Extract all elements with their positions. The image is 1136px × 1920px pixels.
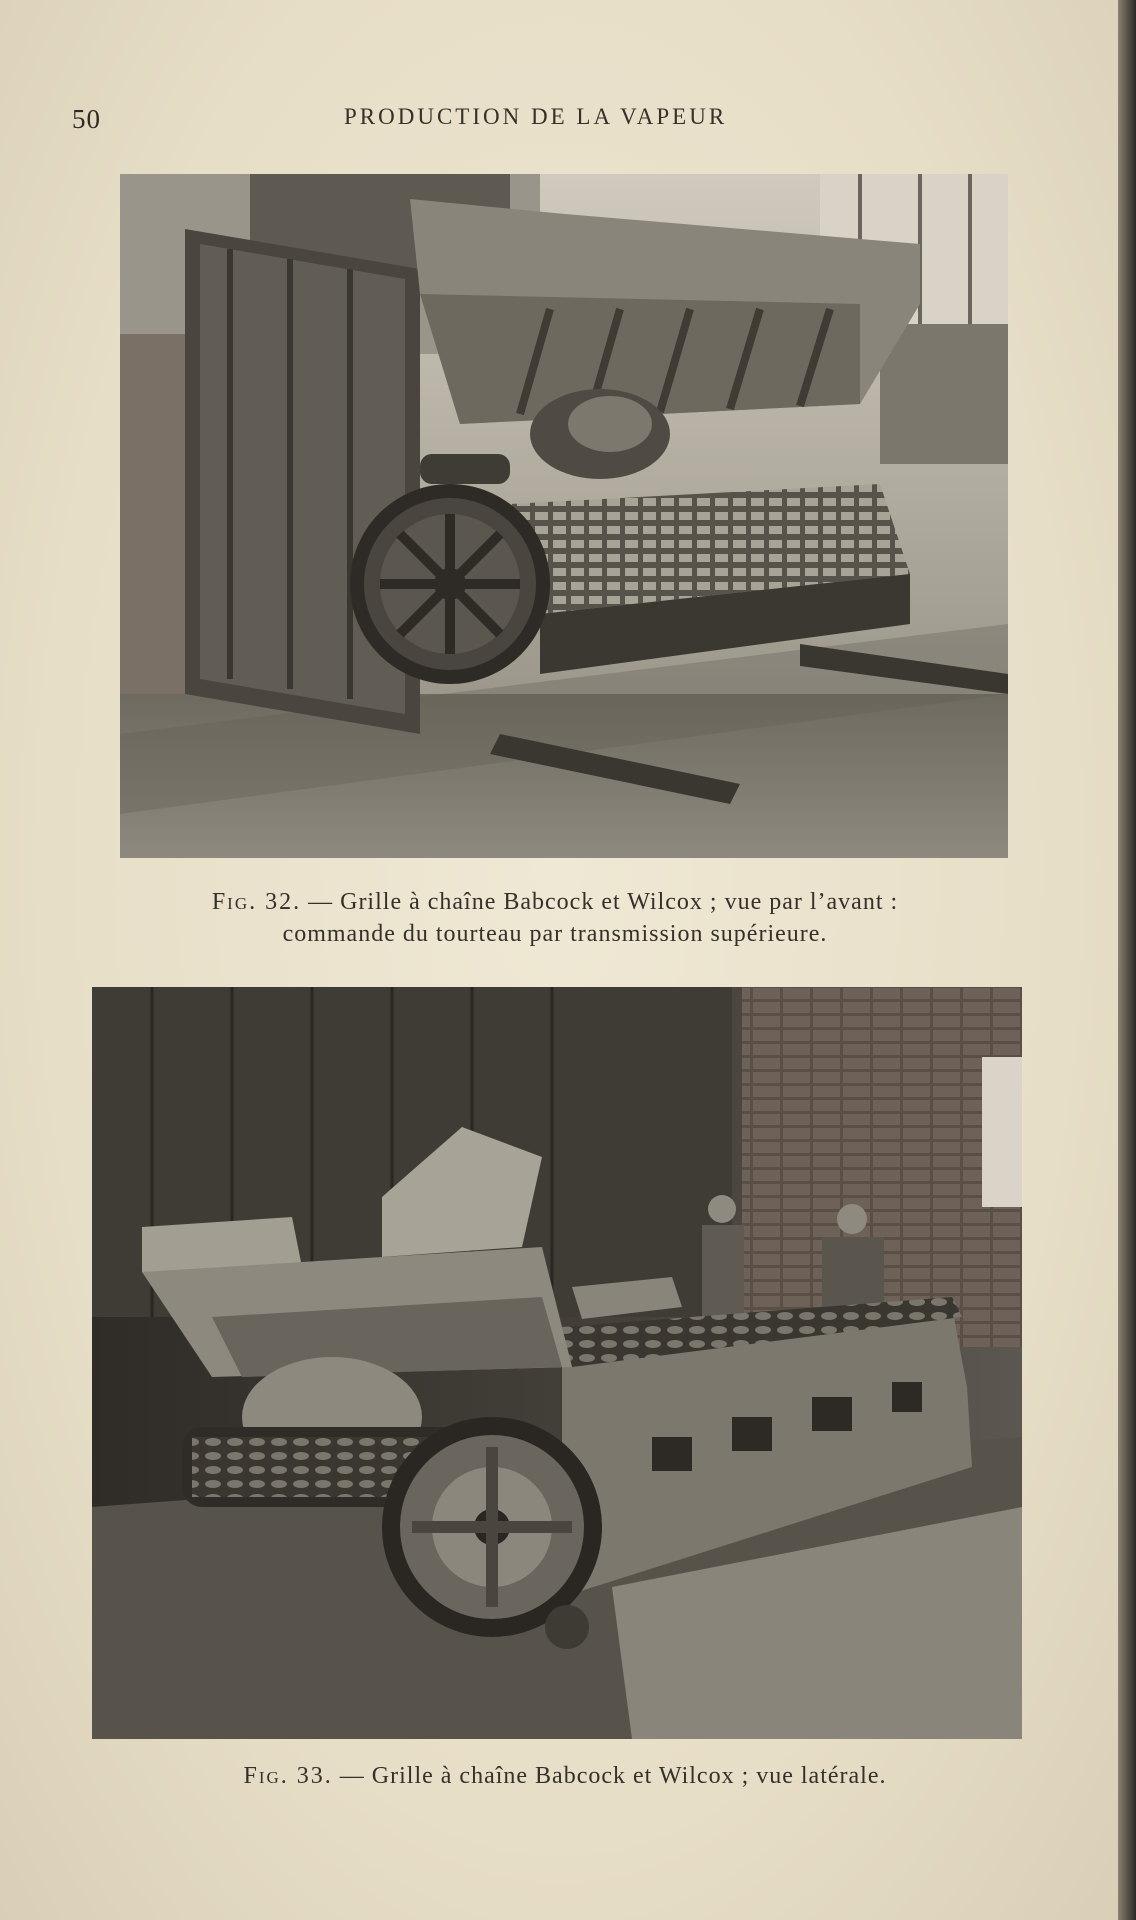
figure-33-label: Fig. 33. xyxy=(243,1763,333,1789)
page-edge-shadow xyxy=(1118,0,1136,1920)
figure-33-caption xyxy=(150,1760,980,1792)
chain-grate-side-view-image xyxy=(92,987,1022,1739)
page-number: 50 xyxy=(72,104,101,134)
chain-grate-front-view-image xyxy=(120,174,1008,858)
figure-32-photo xyxy=(120,174,1008,858)
figure-32-caption xyxy=(140,886,970,950)
running-head: PRODUCTION DE LA VAPEUR xyxy=(344,104,728,129)
figure-33-caption-text: — Grille à chaîne Babcock et Wilcox ; vue latérale. xyxy=(339,1763,887,1789)
figure-32-caption-text: — Grille à chaîne Babcock et Wilcox ; vue par l’avant : xyxy=(308,889,899,915)
figure-33-photo xyxy=(92,987,1022,1739)
figure-32-label: Fig. 32. xyxy=(211,889,302,915)
figure-32-caption-line-1 xyxy=(140,886,970,918)
figure-32-caption-line-2: commande du tourteau par transmission supérieure. xyxy=(282,921,828,947)
